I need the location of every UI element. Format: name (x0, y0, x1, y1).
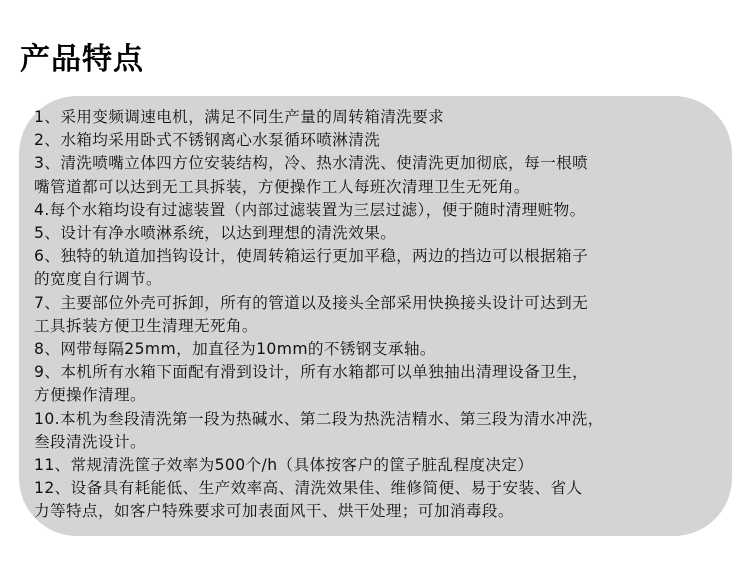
feature-item-12: 12、设备具有耗能低、生产效率高、清洗效果佳、维修简便、易于安装、省人 力等特点，如客户特殊要求可加表面风干、烘干处理；可加消毒段。 (34, 479, 583, 521)
feature-item-10: 10.本机为叁段清洗第一段为热碱水、第二段为热洗洁精水、第三段为清水冲洗， 叁段清洗设计。 (34, 409, 604, 451)
feature-item-6: 6、独特的轨道加挡钩设计，使周转箱运行更加平稳，两边的挡边可以根据箱子 的宽度自行调节。 (34, 247, 589, 289)
feature-item-8: 8、网带每隔25mm，加直径为10mm的不锈钢支承轴。 (34, 340, 436, 359)
section-title: 产品特点 (20, 42, 144, 77)
feature-item-1: 1、采用变频调速电机，满足不同生产量的周转箱清洗要求 (34, 108, 445, 126)
feature-item-11: 11、常规清洗筐子效率为500个/h（具体按客户的筐子脏乱程度决定） (34, 456, 534, 475)
feature-item-7: 7、主要部位外壳可拆卸，所有的管道以及接头全部采用快换接头设计可达到无 工具拆装方便卫生清理无死角。 (34, 293, 589, 335)
feature-list (34, 106, 714, 524)
feature-item-9: 9、本机所有水箱下面配有滑到设计，所有水箱都可以单独抽出清理设备卫生， 方便操作清理。 (34, 363, 589, 405)
feature-item-4: 4.每个水箱均设有过滤装置（内部过滤装置为三层过滤），便于随时清理赃物。 (34, 200, 586, 219)
feature-item-3: 3、清洗喷嘴立体四方位安装结构，冷、热水清洗、使清洗更加彻底，每一根喷 嘴管道都可以达到无工具拆装，方便操作工人每班次清理卫生无死角。 (34, 154, 589, 196)
feature-item-5: 5、设计有净水喷淋系统，以达到理想的清洗效果。 (34, 224, 397, 243)
feature-item-2: 2、水箱均采用卧式不锈钢离心水泵循环喷淋清洗 (34, 131, 381, 150)
